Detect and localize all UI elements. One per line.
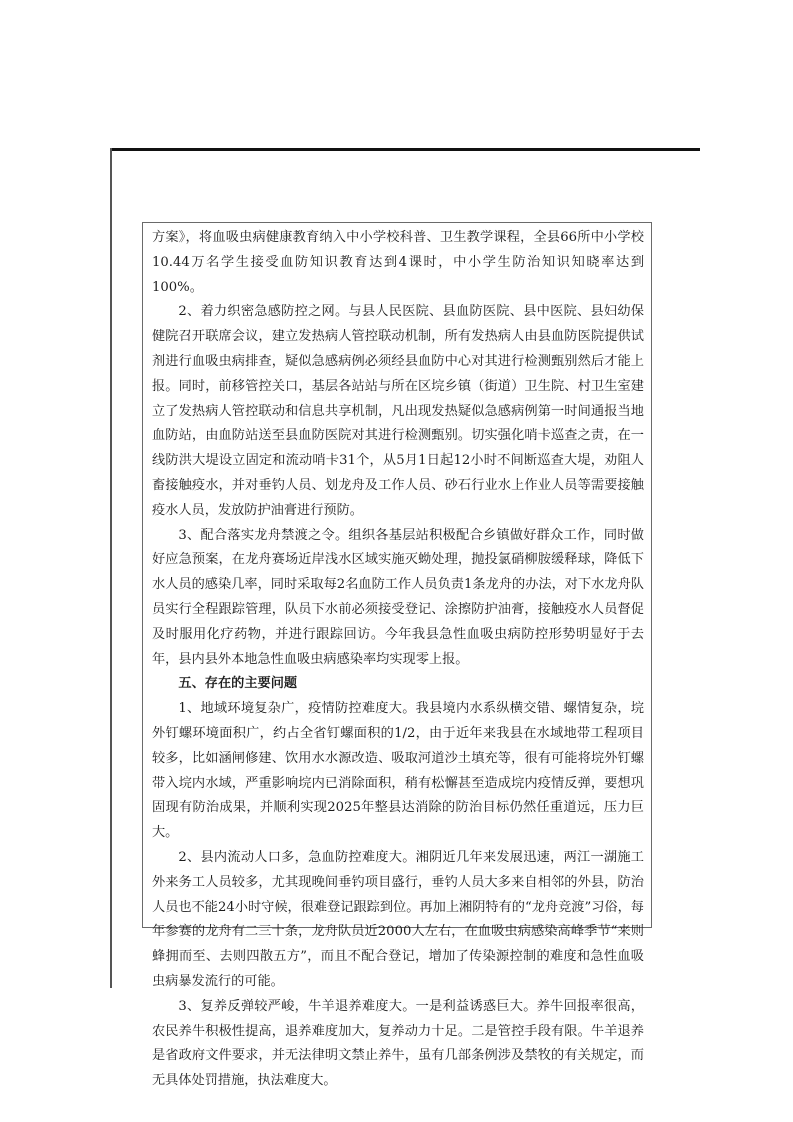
document-body: [152, 226, 644, 1094]
scan-edge-left-rule: [110, 148, 112, 988]
paragraph-problem-floating-population: 2、县内流动人口多，急血防控难度大。湘阴近几年来发展迅速，两江一湖施工外来务工人员较多，尤其现晚间垂钓项目盛行，垂钓人员大多来自相邻的外县，防治人员也不能24小时守候，很难登记跟踪到位。再加上湘阴特有的“龙舟竞渡”习俗，每年参赛的龙舟有二三十条，龙舟队员近2000人左右，在血吸虫病感染高峰季节“来则蜂拥而至、去则四散五方”，而且不配合登记，增加了传染源控制的难度和急性血吸虫病暴发流行的可能。: [152, 849, 644, 989]
paragraph-continuation: 方案》，将血吸虫病健康教育纳入中小学校科普、卫生教学课程，全县66所中小学校10.44万名学生接受血防知识教育达到4课时，中小学生防治知识知晓率达到100%。: [152, 230, 644, 295]
paragraph-emergency-infection-control: 2、着力织密急感防控之网。与县人民医院、县血防医院、县中医院、县妇幼保健院召开联席会议，建立发热病人管控联动机制，所有发热病人由县血防医院提供试剂进行血吸虫病排查，疑似急感病例必须经县血防中心对其进行检测甄别然后才能上报。同时，前移管控关口，基层各站站与所在区垸乡镇（街道）卫生院、村卫生室建立了发热病人管控联动和信息共享机制，凡出现发热疑似急感病例第一时间通报当地血防站，由血防站送至县血防医院对其进行检测甄别。切实强化哨卡巡查之责，在一线防洪大堤设立固定和流动哨卡31个，从5月1日起12小时不间断巡查大堤，劝阻人畜接触疫水，并对垂钓人员、划龙舟及工作人员、砂石行业水上作业人员等需要接触疫水人员，发放防护油膏进行预防。: [152, 304, 644, 518]
section-heading-main-problems: 五、存在的主要问题: [178, 676, 298, 692]
scan-edge-top-rule: [110, 148, 700, 151]
paragraph-dragon-boat-ban: 3、配合落实龙舟禁渡之令。组织各基层站积极配合乡镇做好群众工作，同时做好应急预案，在龙舟赛场近岸浅水区域实施灭蚴处理，抛投氯硝柳胺缓释球，降低下水人员的感染几率，同时采取每2名血防工作人员负责1条龙舟的办法，对下水龙舟队员实行全程跟踪管理，队员下水前必须接受登记、涂擦防护油膏，接触疫水人员督促及时服用化疗药物，并进行跟踪回访。今年我县急性血吸虫病防控形势明显好于去年，县内县外本地急性血吸虫病感染率均实现零上报。: [152, 527, 644, 667]
paragraph-problem-cattle-rebound: 3、复养反弹较严峻，牛羊退养难度大。一是利益诱惑巨大。养牛回报率很高，农民养牛积极性提高，退养难度加大，复养动力十足。二是管控手段有限。牛羊退养是省政府文件要求，并无法律明文禁止养牛，虽有几部条例涉及禁牧的有关规定，而无具体处罚措施，执法难度大。: [152, 998, 644, 1089]
paragraph-problem-environment: 1、地域环境复杂广，疫情防控难度大。我县境内水系纵横交错、螺情复杂，垸外钉螺环境面积广，约占全省钉螺面积的1/2，由于近年来我县在水域地带工程项目较多，比如涵闸修建、饮用水水源改造、吸取河道沙土填充等，很有可能将垸外钉螺带入垸内水域，严重影响垸内已消除面积，稍有松懈甚至造成垸内疫情反弹，要想巩固现有防治成果，并顺利实现2025年整县达消除的防治目标仍然任重道远，压力巨大。: [152, 701, 644, 841]
